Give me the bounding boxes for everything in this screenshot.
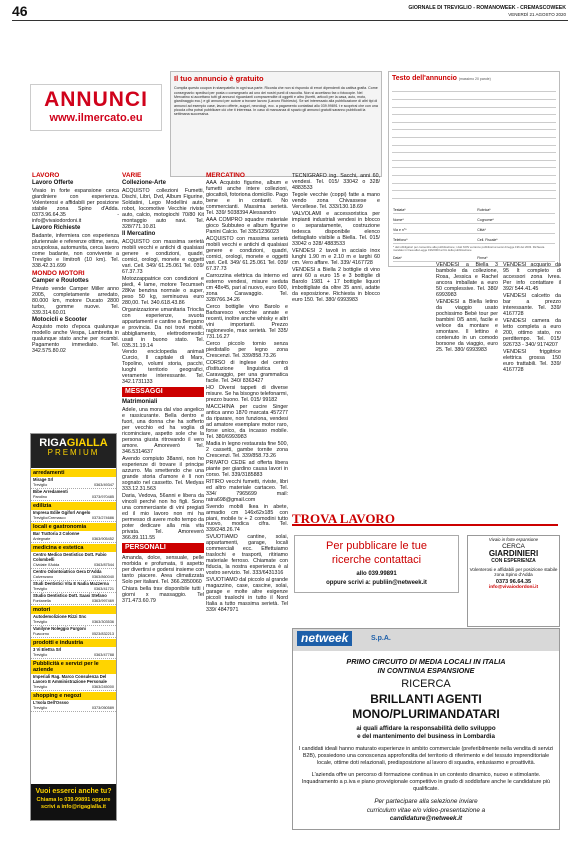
- ad-item: Svendo mobili Ikea in abete, armadio cm 146x62x185 con piani, mobile tv + 2 comodini tutto nuovo, modica cifra. Tel. 339/248.26.74: [206, 503, 288, 534]
- sub-lavoro-offerte: Lavoro Offerte: [32, 180, 74, 187]
- netweek-ricerca: RICERCA BRILLANTI AGENTI MONO/PLURIMANDATARI: [352, 677, 500, 722]
- category-varie: VARIE: [122, 172, 142, 179]
- sub-il-mercatino: Il Mercatino: [122, 231, 156, 237]
- ad-item: TECNIGRAFO ing. Sacchi, anni 60, vendesi. Tel. 015/ 33042 o 328/ 4883533: [292, 173, 380, 191]
- listing-location: Treviglio: [33, 705, 48, 710]
- listing-location: Antegnate: [33, 537, 51, 542]
- ad-item: Tegole vecchie (coppi) fatte a mano vendo zona Chivassese e Vercellese. Tel. 333/130.18.69: [292, 191, 380, 210]
- listing-location: Pandino: [33, 494, 47, 499]
- riga-section-header: arredamenti: [31, 469, 116, 477]
- ad-item: Madia in legno restaurata fine 500, 2 cassetti, gambe tornite zona Crescenzi. Tel. 339/858.73.26: [206, 440, 288, 459]
- ad-item: Vivaio in forte espansione cerca giardiniere con esperienza. Volenterosi e affidabili per posizione stabile zona Spino d'Adda. 0373.96.64.35 - info@vivaiodordoni.it: [32, 188, 119, 225]
- form-note: * dati obbligatori per consentire alla pubblicazione; i dati NON verranno pubblicati ai sensi di legge 196 del 2003. Richiesta mandato in linea alla Legge 196/2003 ai fini della pubblicazione: [393, 245, 545, 253]
- field-firma[interactable]: Firma*: [477, 256, 488, 261]
- giard-email[interactable]: info@vivaiodordoni.it: [488, 585, 539, 591]
- category-messaggi: MESSAGGI: [122, 387, 204, 397]
- netweek-job-ad: [292, 628, 560, 830]
- pub-phone: allo 039.99891: [356, 570, 397, 577]
- riga-listing: [31, 647, 116, 659]
- giard-title: GIARDINIERI: [488, 549, 539, 559]
- riga-listing: [31, 626, 116, 638]
- column-vendesi-b: [503, 262, 561, 374]
- riga-section-header: Pubblicità e servizi per le aziende: [31, 660, 116, 674]
- netweek-logo: netweek: [297, 631, 352, 646]
- listing-name: Studi Dentistici Vita E Nadia Mazzerna: [33, 581, 109, 587]
- form-title: Testo dell'annuncio (massimo 20 parole): [392, 75, 491, 82]
- riga-section-header: motori: [31, 606, 116, 614]
- ad-item: RITIRO vecchi fumetti, riviste, libri ed altro materiale cartaceo. Tel. 334/ 7965699 mail: ratra698@gmail.com: [206, 478, 288, 503]
- listing-location: Fontanella: [33, 598, 51, 603]
- listing-location: Treviglio/Cremasco: [33, 515, 66, 520]
- ad-item: VENDESI 2 tavoli in acciaio inox lunghi 1.90 m e 2.10 m e larghi 60 cm. Vero affare. Tel. 339/ 4167728: [292, 247, 380, 266]
- newspaper-name: GIORNALE DI TREVIGLIO - ROMANOWEEK - CREMASCOWEEK: [408, 5, 566, 11]
- ad-item: VENDESI friggitrice elettrica grossa 150 euro trattabili. Tel. 339/ 4167728: [503, 348, 561, 373]
- riga-listing: [31, 477, 116, 489]
- giard-phone: 0373 96.64.35: [495, 578, 532, 585]
- pub-line-2: ricerche contattaci: [331, 553, 422, 566]
- listing-name: Impresa Edile Ggiforl Angelo: [33, 510, 91, 516]
- giard-subtitle: CON ESPERIENZA: [491, 558, 536, 565]
- ad-item: Cerco piccolo tornio senza piedistallo per legno zona Crescenzi. Tel. 339/858.73.26: [206, 340, 288, 359]
- netweek-body-2: L'azienda offre un percorso di formazione continua in un contesto dinamico, nuovo e stimolante. Inquadramento a p.iva e piano provvigionale competitivo in grado di soddisfare anche le candidature più qualificate.: [301, 772, 551, 793]
- ad-item: AAA Acquisto figurine, album e fumetti anche intere collezioni, giocattoli, fotoriona domicilio. Pago bene e in contanti. No commercianti. Massima serietà. Tel. 339/ 5038394 Alessandro: [206, 180, 288, 217]
- riga-gialla-premium-box: [30, 433, 117, 821]
- ad-item: Avendo compiuto 38anni, non ho esperienze di trovare il principe azzurro. Ma smettendo che una grande storia d'amore è lì non sognato nel cassetto. Tel. Medyas 333.12.31.563: [122, 456, 204, 492]
- riga-listing: [31, 510, 116, 522]
- riga-listing: [31, 489, 116, 501]
- trova-lavoro-heading: TROVA LAVORO: [292, 512, 558, 526]
- column-vendesi-a: [436, 262, 498, 354]
- listing-phone: 0363/47788: [93, 652, 114, 657]
- listing-location: Cividate Il'Adda: [33, 562, 60, 567]
- ad-item: Badante, infermiera con esperienza pluriennale e referenze ottime, seria, scrupolosa, automunita, cerca lavoro come badante, non convivente a Treviglio e limitrofi (10 km). Tel. 338.42.31.699: [32, 232, 119, 269]
- ad-item: SVUOTIAMO dal piccolo al grande magazzino, case, cascine, solai, garage e molte altre esigenze piccoli traslochi in tutto il Nord Italia a tutto massima serietà. Tel 339/ 4847971: [206, 577, 288, 614]
- header-rule: [12, 20, 568, 21]
- ad-item: VENDESI calcetto da bar a prezzo interessante. Tel. 339/ 4167728: [503, 292, 561, 317]
- ad-item: CORSO di inglese del centro d'istituzione linguistica di Caravaggio, per una grammatica facile. Tel. 340/ 8363427: [206, 359, 288, 384]
- ad-item: VALVOLAMI e accessoristica per impianti industriali vendesi in blocco o separatamente, costruzione tedesca disponibile elenco dettagliato visibile a Biella. Tel. 015/ 33042 o 328/ 4883533: [292, 210, 380, 247]
- listing-name: Mirage Srl: [33, 477, 54, 483]
- ad-item: VENDESI a Biella letino da viaggio usato pochissimo Bebè tour per bambini 0/5 anni, facile e veloce da montare e smontare. Il lettino è contenuto in un comodo borsone da viaggio, euro 25. Tel. 380/ 6993983: [436, 298, 498, 353]
- giard-cerca: CERCA: [502, 542, 525, 550]
- field-data[interactable]: Data*: [393, 256, 402, 261]
- riga-listing: [31, 552, 116, 569]
- listing-phone: 0363/49347: [93, 482, 114, 487]
- listing-location: Treviglio: [33, 586, 48, 591]
- sub-camper: Camper e Roulottes: [32, 278, 89, 285]
- riga-listing: [31, 593, 116, 605]
- publish-contact-box: [294, 535, 459, 593]
- riga-listing: [31, 531, 116, 543]
- listing-phone: 0363/905452: [91, 537, 114, 542]
- listing-phone: 0363/87544: [93, 562, 114, 567]
- ad-item: Acquisto moto d'epoca qualunque modello anche Vespa, Lambretta in qualunque stato anche per ricambi. Pagamento immediato. Tel. 342.575.80.02: [32, 324, 119, 355]
- ad-item: VENDESI a Biella 2 bottiglie di vino anni 60 a euro 15 e 3 bottiglie di Barolo 1981 + 17 bottiglie liquori imbottigliate da oltre 35 anni, adatte da esposizione. Richiesta in blocco euro 150. Tel. 380/ 6993983: [292, 266, 380, 303]
- listing-phone: 0363/997469: [91, 598, 114, 603]
- ad-item: Chiara bella trav disponibile tutti i giorni x massaggio. Tel 371.473.60.79: [122, 585, 204, 604]
- ad-item: HO Diversi tappeti di diverse misure. Se ha bisogno telefonarmi, prezzo buono. Tel. 015/ 99182: [206, 384, 288, 403]
- listing-name: Bibe Arredamenti: [33, 489, 68, 495]
- listing-name: L'Isola Dell'Ossso: [33, 700, 69, 706]
- riga-section-header: edilizia: [31, 502, 116, 510]
- listing-name: Centro Odontoiatrico Gera D'Adda: [33, 569, 102, 575]
- listing-location: Calvenzano: [33, 574, 54, 579]
- ad-item: PRIVATO CEDE ad offerta libera piante per giardino causa lavori in corso. Tel. 339/3185883: [206, 459, 288, 478]
- riga-section-header: shopping e negozi: [31, 692, 116, 700]
- field-telefono[interactable]: Telefono*: [393, 238, 408, 243]
- ad-item: ACQUISTO con massima serietà mobili vecchi e antichi di qualsiasi genere e condizioni, quadri, cornici, orologi, monete e oggetti vari. Cell. 349/ 61.25.061 Tel. 039/ 67.37.73: [206, 236, 288, 273]
- ad-item: Vendo enciclopedia animali Curcio, Il capitale di Marx, Topolino, volumi storia, pacchi, luoghi territorio geografici, veramente interessante. Tel. 342.1731133: [122, 349, 204, 386]
- giardinieri-ad-box: [467, 535, 560, 627]
- listing-name: 3 Vi Elettra Srl: [33, 647, 62, 653]
- riga-listing: [31, 700, 116, 712]
- annunci-title: ANNUNCI: [44, 88, 148, 111]
- column-varie: [122, 171, 204, 605]
- field-nome[interactable]: Nome*: [393, 218, 404, 223]
- riga-listing: [31, 614, 116, 626]
- listing-location: Treviglio: [33, 684, 48, 689]
- ad-item: Amanda, dolce, sensuale, pelle morbida e profumata, ti aspetto per divertirsi e godersi insieme con tanto piacere. Area climatizzata Solo per italiani. Tel. 366.2850060: [122, 554, 204, 585]
- riga-section-header: prodotti e industria: [31, 639, 116, 647]
- category-personali: PERSONALI: [122, 543, 204, 553]
- annunci-url[interactable]: www.ilmercato.eu: [49, 111, 143, 124]
- sub-lavoro-richieste: Lavoro Richieste: [32, 225, 81, 232]
- riga-listing: [31, 569, 116, 581]
- netweek-header: [293, 629, 559, 651]
- riga-gialla-footer: Vuoi esserci anche tu? Chiama lo 039.99891 oppure scrivi a info@rigagialla.it: [31, 784, 116, 820]
- free-ad-info-box: [170, 71, 382, 177]
- ad-item: Adele, una mora dal viso angelico e rassicurante. Bella dentro e fuori, una donna che ha sofferto per vecchio ed ha voglia di ricominciare, aspetto sole che la persona giusta ritrovando il vero amore. Amoreverò Tel. 346.5314637: [122, 407, 204, 456]
- listing-name: Vanilyne Noleggio Furgoni: [33, 626, 86, 632]
- field-cognome[interactable]: Cognome*: [477, 218, 494, 223]
- listing-phone: 0523/832213: [91, 631, 114, 636]
- field-citta[interactable]: Città*: [477, 228, 486, 233]
- listing-phone: 0363/245000: [91, 684, 114, 689]
- ad-item: Organizzazione umanitaria Trioclia con esperienze, svuota appartamenti e cantine a Bergamo e provincia. Da noi trovi mobili, abbigliamento, elettrodomestici usati in buono stato. Tel. 035.31.19.14: [122, 306, 204, 349]
- category-mercatino: MERCATINO: [206, 172, 245, 179]
- info-text: Compila questo coupon in stampatello in ogni sua parte. Ricorda che non si rispondo di errori dipendenti da cattiva grafia. Come consegnarlo: spedisci per posta o consegnarlo ad uno dei nostri punti di raccolta. Non si accettano fax o fotocopie. Nel Mercatino si accettano tutti gli annunci riguardanti compravendite di oggetti e altro (furetti, articoli per la casa, auto, moto, giardinaggio ecc.) e gli annunci per autore a trovare lavoro (Lavoro Richiesto). Se sei interessato alla pubblicazione di altri tipi di annunci ad esempio case, lavoro offerte, auguri, necrologi, ecc. a pagamento contattaci allo 039.99891 t e scoprirai che con una piccola cifra potrai pubblicare ciò che ti interessa. In caso di mancanza di spazio gli annunci gratuiti saranno pubblicati la settimana successiva.: [174, 86, 378, 117]
- riga-section-header: medicina e estetica: [31, 544, 116, 552]
- field-testata[interactable]: Testata*: [393, 208, 406, 213]
- ad-item: VENDESI a Biella 3 bambole da collezione, Rosa, Jessica e Rachel ancora imballate a euro 50 complessive. Tel. 380/ 6993983: [436, 262, 498, 298]
- column-mercatino: [206, 171, 288, 614]
- ad-item: Cerco bottiglie vino Barolo e Barbaresco vecchie annate e recenti, inoltre anche whisky e altri vini importanti. Prezzo ragionevole, max serietà. Tel 335/ 731.16.27: [206, 304, 288, 340]
- listing-location: Treviglio: [33, 482, 48, 487]
- ad-item: ACQUISTO collezioni Fumetti, Dischi, Libri, Dvd, Album Figurine, Soldatini, Lego Modellini auto, robot, locomotive Vecchie riviste auto, calcio, motogiochi 70/80 Kit montaggio auto navi. Tel. 328/771.10.81: [122, 188, 204, 231]
- ad-item: VENDESI camera da letto completa a euro 200, ottimo stato, no perditempo. Tel. 015/ 926733 - 340/ 9174207: [503, 317, 561, 348]
- listing-phone: 0363/860040: [91, 574, 114, 579]
- ad-item: MACCHINA per cucire Singer antica anno 1870 marcata 457277 da riparare, non funziona, vendesi ad amatore esemplare motor raro, forse unico, da incasso mobile. Tel. 380/6993983: [206, 403, 288, 440]
- ad-text-lines[interactable]: [392, 85, 556, 199]
- field-rubrica[interactable]: Rubrica*: [477, 208, 491, 213]
- field-codice-fiscale[interactable]: Cell. Fiscale*: [477, 238, 498, 243]
- ad-coupon-form: [388, 71, 560, 267]
- netweek-body-1: I candidati ideali hanno maturato esperienze in ambito commerciale (preferibilmente nella vendita di servizi B2B), possiedono una conoscenza approfondita del territorio di riferimento e del tessuto imprenditoriale locale, ottime doti relazionali, predisposizione al lavoro di squadra, entusiasmo e proattività.: [298, 746, 554, 767]
- netweek-responsibility: ai quali affidare la responsabilità dello sviluppo e del mantenimento del business in Lombardia: [356, 725, 496, 741]
- listing-location: Treviglio: [33, 619, 48, 624]
- listing-phone: 0363/303536: [91, 619, 114, 624]
- netweek-footer: Per partecipare alla selezione inviare curriculum vitae e/o video-presentazione a candidature@netweek.it: [293, 798, 559, 824]
- pub-email[interactable]: oppure scrivi a: publiin@netweek.it: [326, 580, 427, 587]
- ad-item: Motozzappatrice con condizioni e piedi, 4 lame, motore Tecumseh 28Kw benzina normale o super, peso 50 kg, seminuova euro 280,00. Tel. 340.618.43.86: [122, 275, 204, 306]
- column-lavoro: [32, 171, 119, 355]
- listing-name: Imperiali Rag. Marco Consulenza Del Lavoro E Amministrazione Personale: [33, 674, 107, 685]
- netweek-email[interactable]: candidature@netweek.it: [389, 815, 463, 823]
- ad-item: VENDESI acquario da 95 lt completo di accessori zona Ivrea. Per info contattare il 392/ 544.41.45: [503, 262, 561, 292]
- column-mercatino-cont: [292, 173, 380, 304]
- listing-phone: 0373/050589: [91, 705, 114, 710]
- category-mondo-motori: MONDO MOTORI: [32, 269, 85, 277]
- giard-desc: Volenterosi e affidabili per posizione stabile zona Spino d'Adda: [469, 566, 558, 577]
- page-number: 46: [12, 3, 28, 19]
- listing-name: Studio Dentistico Dott. Saasi Stefano: [33, 593, 107, 598]
- listing-phone: 0373/274686: [91, 515, 114, 520]
- ad-item: AAA COMPRO squadre materiale gioco Subbuteo e album figurine Panini Calcio. Tel 335/1236023: [206, 217, 288, 236]
- listing-name: Bar Trattoria 2 Colonne: [33, 531, 80, 537]
- ad-item: SVUOTIAMO cantine, solai, appartamenti, garage, locali commerciali ecc. Effettuiamo traslochi e trasporti, ritiriamo materiale ferroso. Chiamate con fiducia, la nostra esperienza è al vostro servizio. Tel. 333/6431316: [206, 534, 288, 577]
- listing-name: Autodemolizione Rizzi Snc: [33, 614, 87, 620]
- issue-date: VENERDÌ 21 AGOSTO 2020: [508, 12, 566, 17]
- riga-section-header: locali e gastronomia: [31, 523, 116, 531]
- netweek-spa: S.p.A.: [371, 635, 391, 642]
- field-via[interactable]: Via e n°*: [393, 228, 407, 233]
- ad-item: Daria, Vedova, 56anni e libera da vincoli perché non ho figli. Sono una commerciante di vini pregiati ed il mio lavoro non mi ha permesso di avere molto tempo da poter dedicare alla mia vita privata. Tel. Amoreverò 366.89.111.55: [122, 492, 204, 541]
- giard-intro: Vivaio in forte espansione: [488, 537, 539, 542]
- sub-matrimoniali: Matrimoniali: [122, 399, 158, 406]
- riga-listing: [31, 674, 116, 691]
- pub-line-1: Per pubblicare le tue: [326, 540, 427, 552]
- riga-listing: [31, 581, 116, 593]
- listing-phone: 0363/41721: [93, 586, 114, 591]
- coupon-fields: [393, 204, 555, 262]
- category-lavoro: LAVORO: [32, 172, 60, 179]
- info-title: Il tuo annuncio è gratuito: [174, 74, 264, 83]
- sub-motocicli: Motocicli e Scooter: [32, 316, 88, 323]
- ad-item: Privato vende Camper Miller anno 2005, completamente arredato, 80.000 km, motore Ducato 2800 turbo, gomme nuove. Tel. 339.314.60.01: [32, 285, 119, 316]
- netweek-headline: PRIMO CIRCUITO DI MEDIA LOCALI IN ITALIA IN CONTINUA ESPANSIONE: [346, 657, 506, 676]
- riga-gialla-list: [31, 469, 116, 712]
- listing-name: Centro Medico Dentistico Dott. Fabio Colombelli: [33, 552, 107, 563]
- ad-item: ACQUISTO con massima serietà mobili vecchi e antichi di qualsiasi genere e condizioni, quadri, cornici, orologi, monete e oggetti vari. Cell. 349/ 61.25.061 Tel. 039/ 67.37.73: [122, 238, 204, 275]
- listing-location: Treviglio: [33, 652, 48, 657]
- riga-gialla-header: RIGAGIALLA PREMIUM: [31, 434, 116, 468]
- sub-collezione-arte: Collezione-Arte: [122, 180, 167, 187]
- annunci-logo-box: [30, 84, 162, 131]
- listing-phone: 0373/970485: [91, 494, 114, 499]
- ad-item: Carrozzina elettrica da interno ed esterno vendesi, misure seduta cm 48x45, pari al nuovo, euro 600, zona Caravaggio. Tel. 328/766.34.26: [206, 273, 288, 304]
- listing-location: Fuacorno: [33, 631, 50, 636]
